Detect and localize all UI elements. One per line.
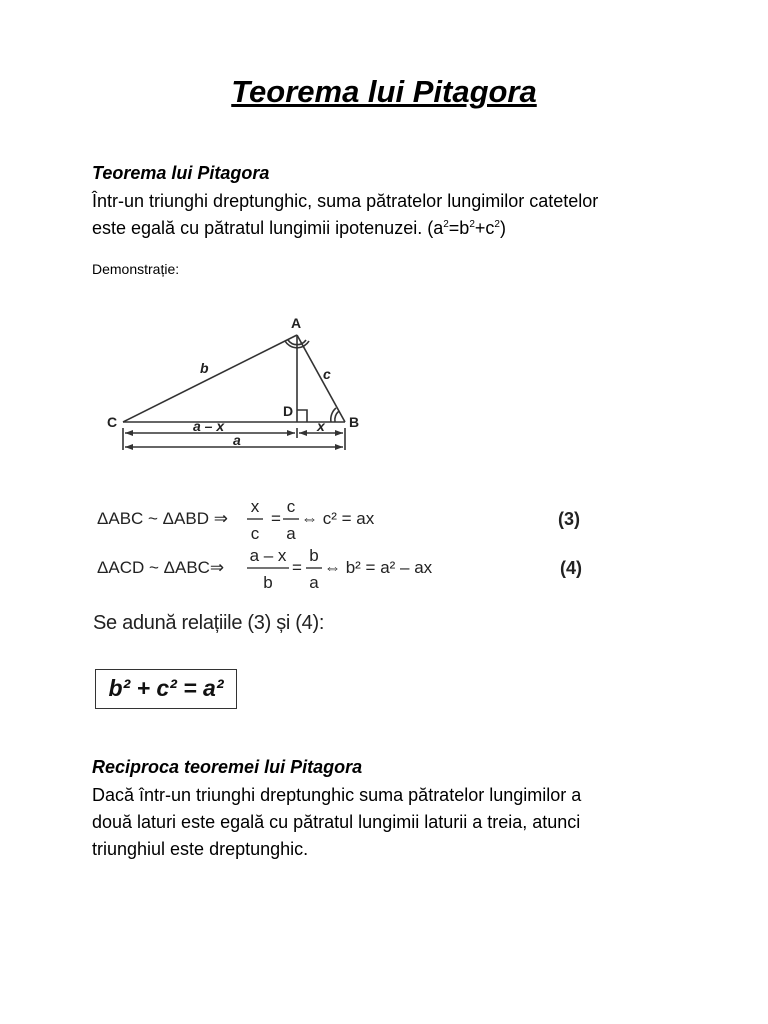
converse-line-2: două laturi este egală cu pătratul lungimii laturii a treia, atunci (92, 812, 581, 832)
converse-line-1: Dacă într-un triunghi dreptunghic suma pătratelor lungimilor a (92, 785, 582, 805)
vertex-label-b: B (349, 414, 360, 430)
eq4-frac2-den: a (309, 573, 319, 592)
right-angle-mark-d (297, 410, 307, 422)
equation-4 (95, 543, 595, 595)
converse-statement (92, 782, 692, 863)
page-title: Teorema lui Pitagora (231, 74, 537, 109)
eq3-frac2-num: c (286, 497, 296, 516)
segment-label-ax: a – x (193, 418, 225, 434)
segment-label-a: a (233, 432, 241, 448)
eq4-frac1-den: b (263, 573, 273, 592)
eq3-frac2-den: a (286, 524, 296, 542)
sum-relations-text: Se adună relațiile (3) și (4): (93, 612, 325, 634)
result-formula: b² + c² = a² (108, 675, 224, 701)
eq4-frac2-num: b (309, 546, 319, 565)
vertex-label-c: C (107, 414, 118, 430)
side-c (297, 335, 345, 422)
theorem-statement (92, 188, 692, 242)
eq3-frac1-den: c (250, 524, 260, 542)
eq4-frac1-num: a – x (249, 546, 287, 565)
eq3-eq: = (271, 509, 281, 528)
eq3-tag: (3) (558, 509, 580, 529)
theorem-line-1: Într-un triunghi dreptunghic, suma pătratelor lungimilor catetelor (92, 191, 599, 211)
eq4-tag: (4) (560, 558, 582, 578)
eq3-frac1-num: x (250, 497, 260, 516)
section-heading-theorem: Teorema lui Pitagora (92, 163, 270, 183)
equation-3 (95, 492, 595, 542)
segment-label-x: x (317, 418, 325, 434)
eq3-lhs: ΔABC ~ ΔABD ⇒ (97, 509, 228, 528)
eq4-rhs: ⇔ b² = a² – ax (324, 558, 433, 577)
side-b (123, 335, 297, 422)
triangle-figure (95, 310, 375, 460)
eq3-rhs: ⇔ c² = ax (301, 509, 375, 528)
vertex-label-d: D (283, 403, 294, 419)
section-heading-converse: Reciproca teoremei lui Pitagora (92, 757, 363, 777)
result-box (95, 669, 237, 709)
side-label-b: b (200, 360, 209, 376)
side-label-c: c (323, 366, 331, 382)
theorem-line-2: este egală cu pătratul lungimii ipotenuzei. $(a^2=b^2+c^2)$ (92, 218, 506, 238)
eq4-lhs: ΔACD ~ ΔABC⇒ (97, 558, 225, 577)
angle-arc-b1 (335, 411, 339, 422)
vertex-label-a: A (291, 315, 302, 331)
demonstration-label: Demonstrație: (92, 261, 180, 277)
converse-line-3: triunghiul este dreptunghic. (92, 839, 309, 859)
eq4-eq: = (292, 558, 302, 577)
